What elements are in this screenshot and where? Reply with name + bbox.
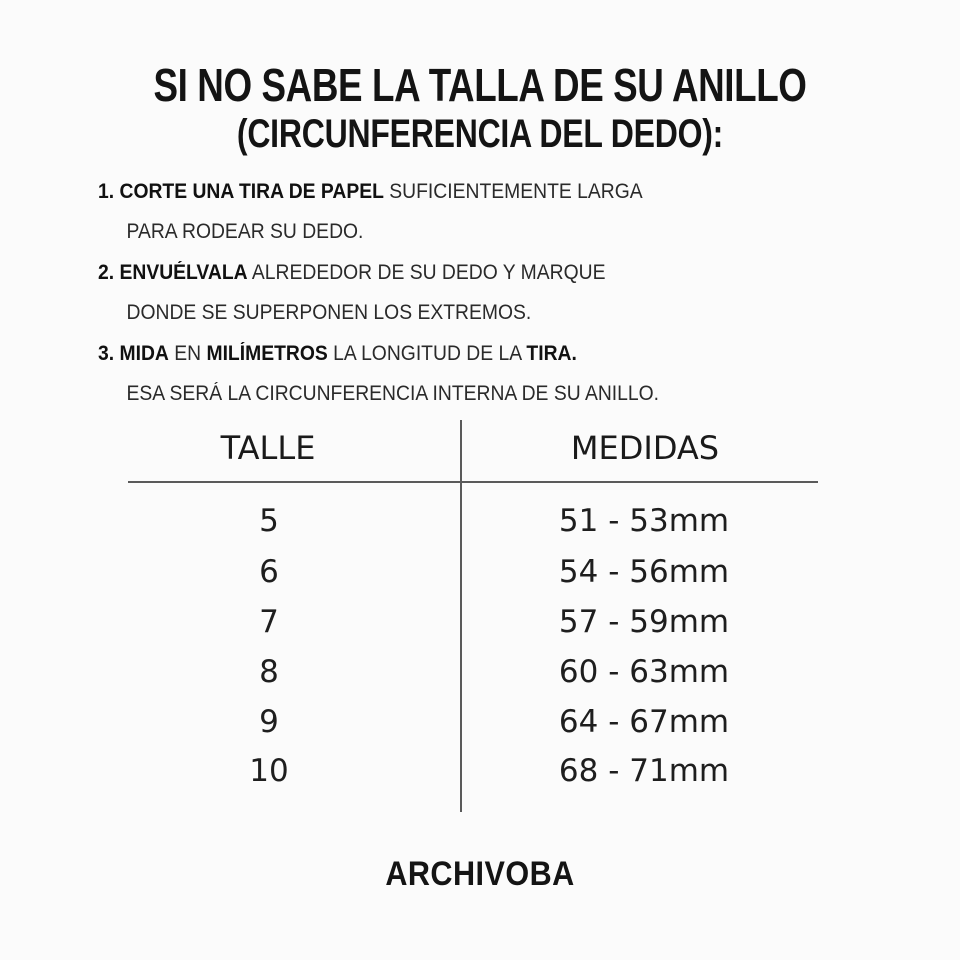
step-text: SUFICIENTEMENTE LARGA <box>389 180 643 203</box>
size-cell: 5 <box>259 503 279 539</box>
step-text: ALREDEDOR DE SU DEDO Y MARQUE <box>251 261 606 284</box>
page-title: SI NO SABE LA TALLA DE SU ANILLO <box>153 59 807 111</box>
step-emphasis: TIRA. <box>526 342 577 365</box>
size-cell: 10 <box>249 753 289 789</box>
table-row <box>128 597 818 647</box>
step-2-line-2: DONDE SE SUPERPONEN LOS EXTREMOS. <box>126 301 532 324</box>
step-3-line-2: ESA SERÁ LA CIRCUNFERENCIA INTERNA DE SU ANILLO. <box>126 382 660 405</box>
step-3-line-1 <box>98 334 797 374</box>
page-subtitle: (CIRCUNFERENCIA DEL DEDO): <box>236 112 724 156</box>
table-row <box>128 746 818 796</box>
header-divider <box>128 481 818 483</box>
size-cell: 7 <box>259 604 279 640</box>
step-number: 1. <box>98 180 115 203</box>
size-table <box>128 420 818 812</box>
step-emphasis: CORTE UNA TIRA DE PAPEL <box>119 180 384 203</box>
range-cell: 51 - 53mm <box>558 503 730 539</box>
range-cell: 54 - 56mm <box>558 554 730 590</box>
step-emphasis: MIDA <box>119 342 169 365</box>
step-emphasis: ENVUÉLVALA <box>119 261 248 284</box>
instruction-step-1 <box>98 172 858 252</box>
table-row <box>128 547 818 597</box>
table-row <box>128 697 818 747</box>
size-cell: 9 <box>259 704 279 740</box>
size-cell: 6 <box>259 554 279 590</box>
column-header-measure: MEDIDAS <box>570 429 720 467</box>
step-number: 2. <box>98 261 115 284</box>
size-cell: 8 <box>259 654 279 690</box>
table-row <box>128 647 818 697</box>
brand-logo-text: ARCHIVOBA <box>385 855 575 893</box>
column-header-size: TALLE <box>220 429 316 467</box>
range-cell: 60 - 63mm <box>558 654 730 690</box>
step-1-line-2: PARA RODEAR SU DEDO. <box>126 220 364 243</box>
step-1-line-1 <box>98 172 797 212</box>
range-cell: 64 - 67mm <box>558 704 730 740</box>
range-cell: 57 - 59mm <box>558 604 730 640</box>
instruction-step-2 <box>98 253 858 333</box>
step-2-line-1 <box>98 253 797 293</box>
step-number: 3. <box>98 342 115 365</box>
step-emphasis: MILÍMETROS <box>206 342 328 365</box>
step-text: LA LONGITUD DE LA <box>333 342 522 365</box>
table-row <box>128 496 818 546</box>
step-text: EN <box>174 342 202 365</box>
instruction-step-3 <box>98 334 858 414</box>
range-cell: 68 - 71mm <box>558 753 730 789</box>
